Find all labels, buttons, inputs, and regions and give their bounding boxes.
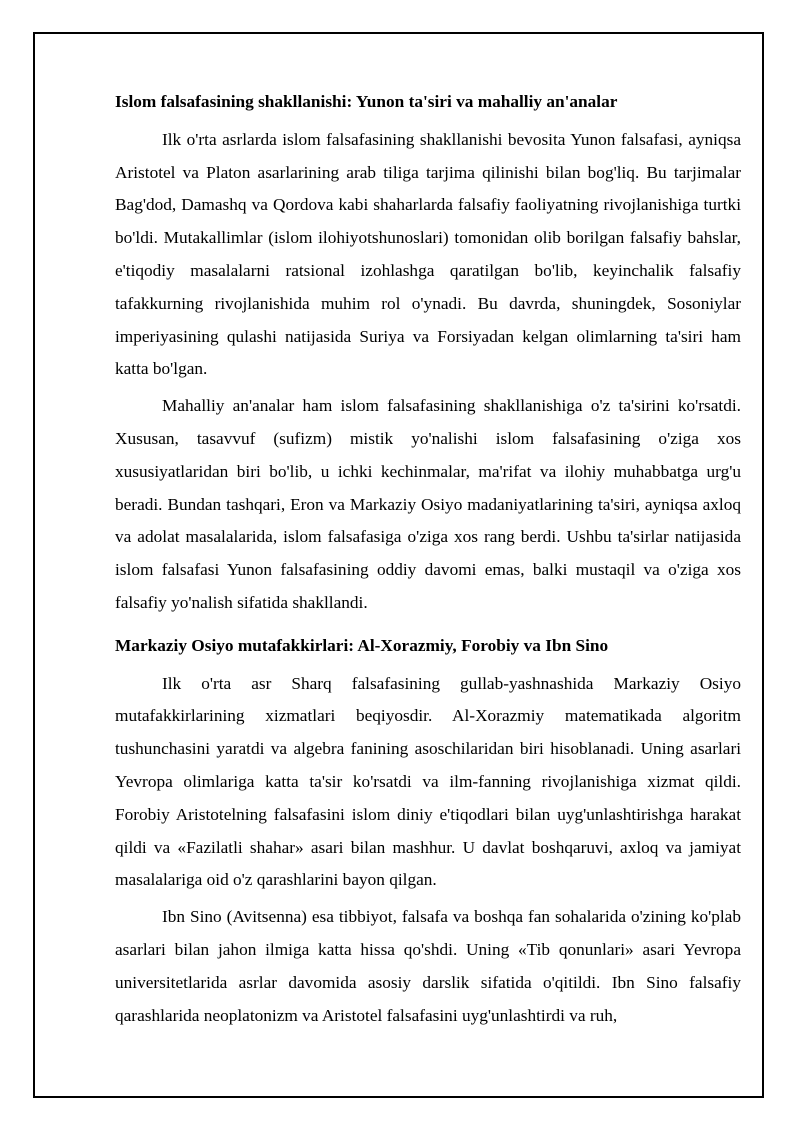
document-body: [115, 86, 741, 1036]
paragraph: Ibn Sino (Avitsenna) esa tibbiyot, falsafa va boshqa fan sohalarida o'zining ko'plab asarlari bilan jahon ilmiga katta hissa qo'shdi. Uning «Tib qonunlari» asari Yevropa universitetlarida asrlar davomida asosiy darslik sifatida o'qitildi. Ibn Sino falsafiy qarashlarida neoplatonizm va Aristotel falsafasini uyg'unlashtirdi va ruh,: [115, 907, 741, 1025]
section-heading: Islom falsafasining shakllanishi: Yunon ta'siri va mahalliy an'analar: [115, 92, 618, 111]
paragraph: Mahalliy an'analar ham islom falsafasining shakllanishiga o'z ta'sirini ko'rsatdi. Xususan, tasavvuf (sufizm) mistik yo'nalishi islom falsafasining o'ziga xos xususiyatlaridan biri bo'lib, u ichki kechinmalar, ma'rifat va ilohiy muhabbatga urg'u beradi. Bundan tashqari, Eron va Markaziy Osiyo madaniyatlarining ta'siri, ayniqsa axloq va adolat masalalarida, islom falsafasiga o'ziga xos rang berdi. Ushbu ta'sirlar natijasida islom falsafasi Yunon falsafasining oddiy davomi emas, balki mustaqil va o'ziga xos falsafiy yo'nalish sifatida shakllandi.: [115, 396, 741, 612]
paragraph: Ilk o'rta asr Sharq falsafasining gullab-yashnashida Markaziy Osiyo mutafakkirlarining xizmatlari beqiyosdir. Al-Xorazmiy matematikada algoritm tushunchasini yaratdi va algebra fanining asoschilaridan biri hisoblanadi. Uning asarlari Yevropa olimlariga katta ta'sir ko'rsatdi va ilm-fanning rivojlanishiga xizmat qildi. Forobiy Aristotelning falsafasini islom diniy e'tiqodlari bilan uyg'unlashtirishga harakat qildi va «Fazilatli shahar» asari bilan mashhur. U davlat boshqaruvi, axloq va jamiyat masalalariga oid o'z qarashlarini bayon qilgan.: [115, 673, 741, 890]
section-heading: Markaziy Osiyo mutafakkirlari: Al-Xorazmiy, Forobiy va Ibn Sino: [115, 635, 609, 655]
paragraph: Ilk o'rta asrlarda islom falsafasining shakllanishi bevosita Yunon falsafasi, ayniqsa Aristotel va Platon asarlarining arab tiliga tarjima qilinishi bilan bog'liq. Bu tarjimalar Bag'dod, Damashq va Qordova kabi shaharlarda falsafiy faoliyatning rivojlanishiga turtki bo'ldi. Mutakallimlar (islom ilohiyotshunoslari) tomonidan olib borilgan falsafiy bahslar, e'tiqodiy masalalarni ratsional izohlashga qaratilgan bo'lib, keyinchalik falsafiy tafakkurning rivojlanishida muhim rol o'ynadi. Bu davrda, shuningdek, Sosoniylar imperiyasining qulashi natijasida Suriya va Forsiyadan kelgan olimlarning ta'siri ham katta bo'lgan.: [115, 129, 741, 379]
